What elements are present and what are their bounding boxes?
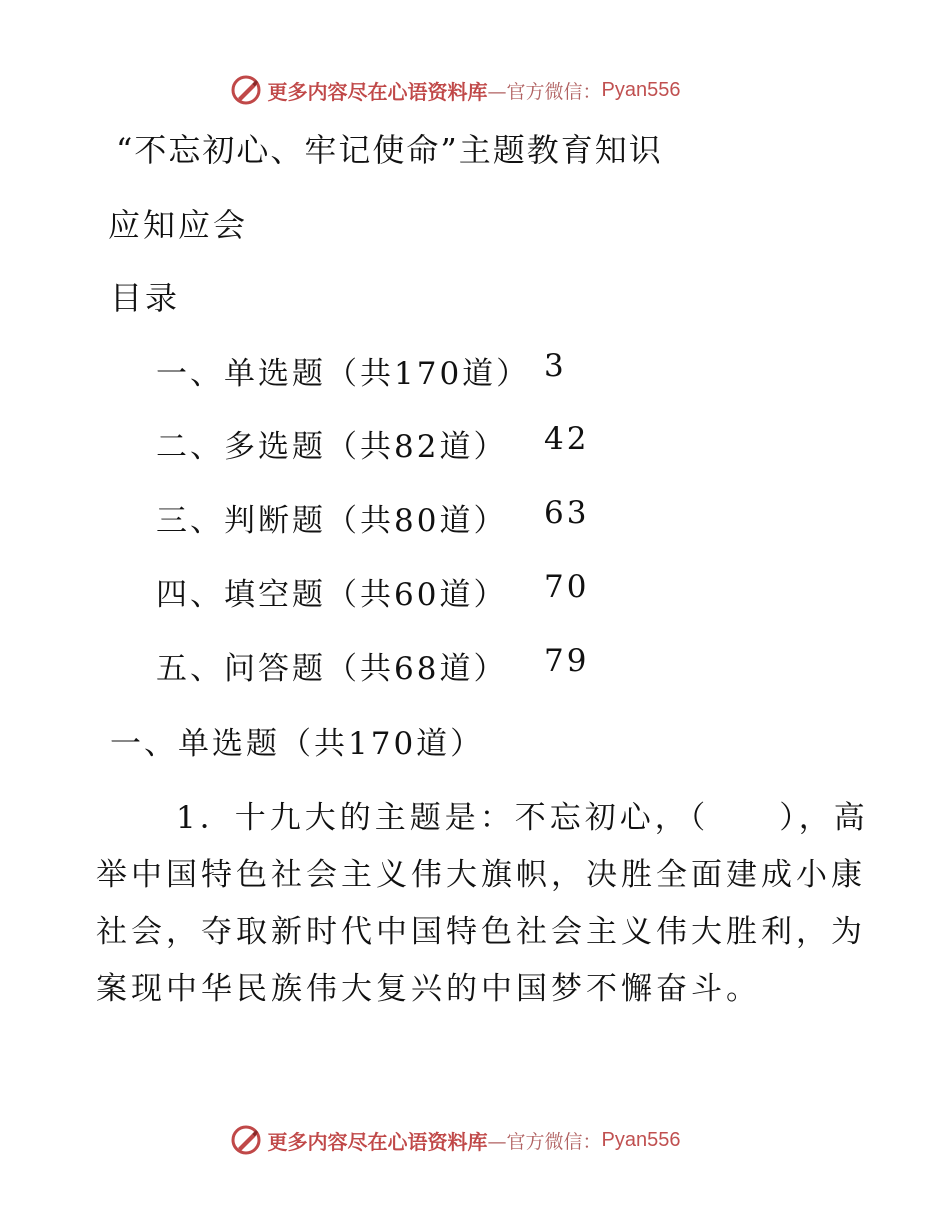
toc-entry [156, 569, 590, 614]
pen-logo-icon [230, 1124, 262, 1156]
toc-entry [156, 643, 590, 688]
document-title: “不忘初心、牢记使命”主题教育知识 [116, 131, 663, 169]
watermark-sub-text: —官方微信： [487, 80, 602, 103]
toc-entry-label: 四、填空题（共60道） [156, 577, 508, 613]
toc-entry-page: 70 [544, 569, 590, 605]
watermark-id-text: Pyan556 [601, 1128, 681, 1151]
question-line: 举中国特色社会主义伟大旗帜，决胜全面建成小康 [96, 857, 866, 893]
toc-entry [156, 348, 567, 393]
toc-heading: 目录 [110, 279, 181, 317]
watermark-main-text: 更多内容尽在心语资料库 [267, 1129, 488, 1154]
watermark-main-text: 更多内容尽在心语资料库 [267, 79, 488, 104]
watermark-sub-text: —官方微信： [487, 1130, 602, 1153]
header-watermark [0, 70, 950, 110]
question-line: 社会，夺取新时代中国特色社会主义伟大胜利，为 [96, 914, 866, 950]
toc-entry-page: 3 [544, 348, 567, 384]
toc-entry [156, 421, 590, 466]
question-line: 1．十九大的主题是：不忘初心，（ ），高 [176, 800, 869, 836]
pen-logo-icon [230, 74, 262, 106]
document-subtitle: 应知应会 [108, 206, 249, 244]
toc-entry-page: 42 [544, 421, 590, 457]
question-line: 案现中华民族伟大复兴的中国梦不懈奋斗。 [96, 971, 761, 1007]
question-paragraph [96, 790, 869, 1018]
toc-entry-page: 79 [544, 643, 590, 679]
section-heading: 一、单选题（共170道） [110, 726, 485, 762]
toc-entry-page: 63 [544, 495, 590, 531]
toc-entry [156, 495, 590, 540]
toc-entry-label: 一、单选题（共170道） [156, 356, 531, 392]
toc-entry-label: 二、多选题（共82道） [156, 429, 508, 465]
watermark-id-text: Pyan556 [601, 78, 681, 101]
footer-watermark [0, 1120, 950, 1160]
toc-entry-label: 三、判断题（共80道） [156, 503, 508, 539]
toc-entry-label: 五、问答题（共68道） [156, 651, 508, 687]
